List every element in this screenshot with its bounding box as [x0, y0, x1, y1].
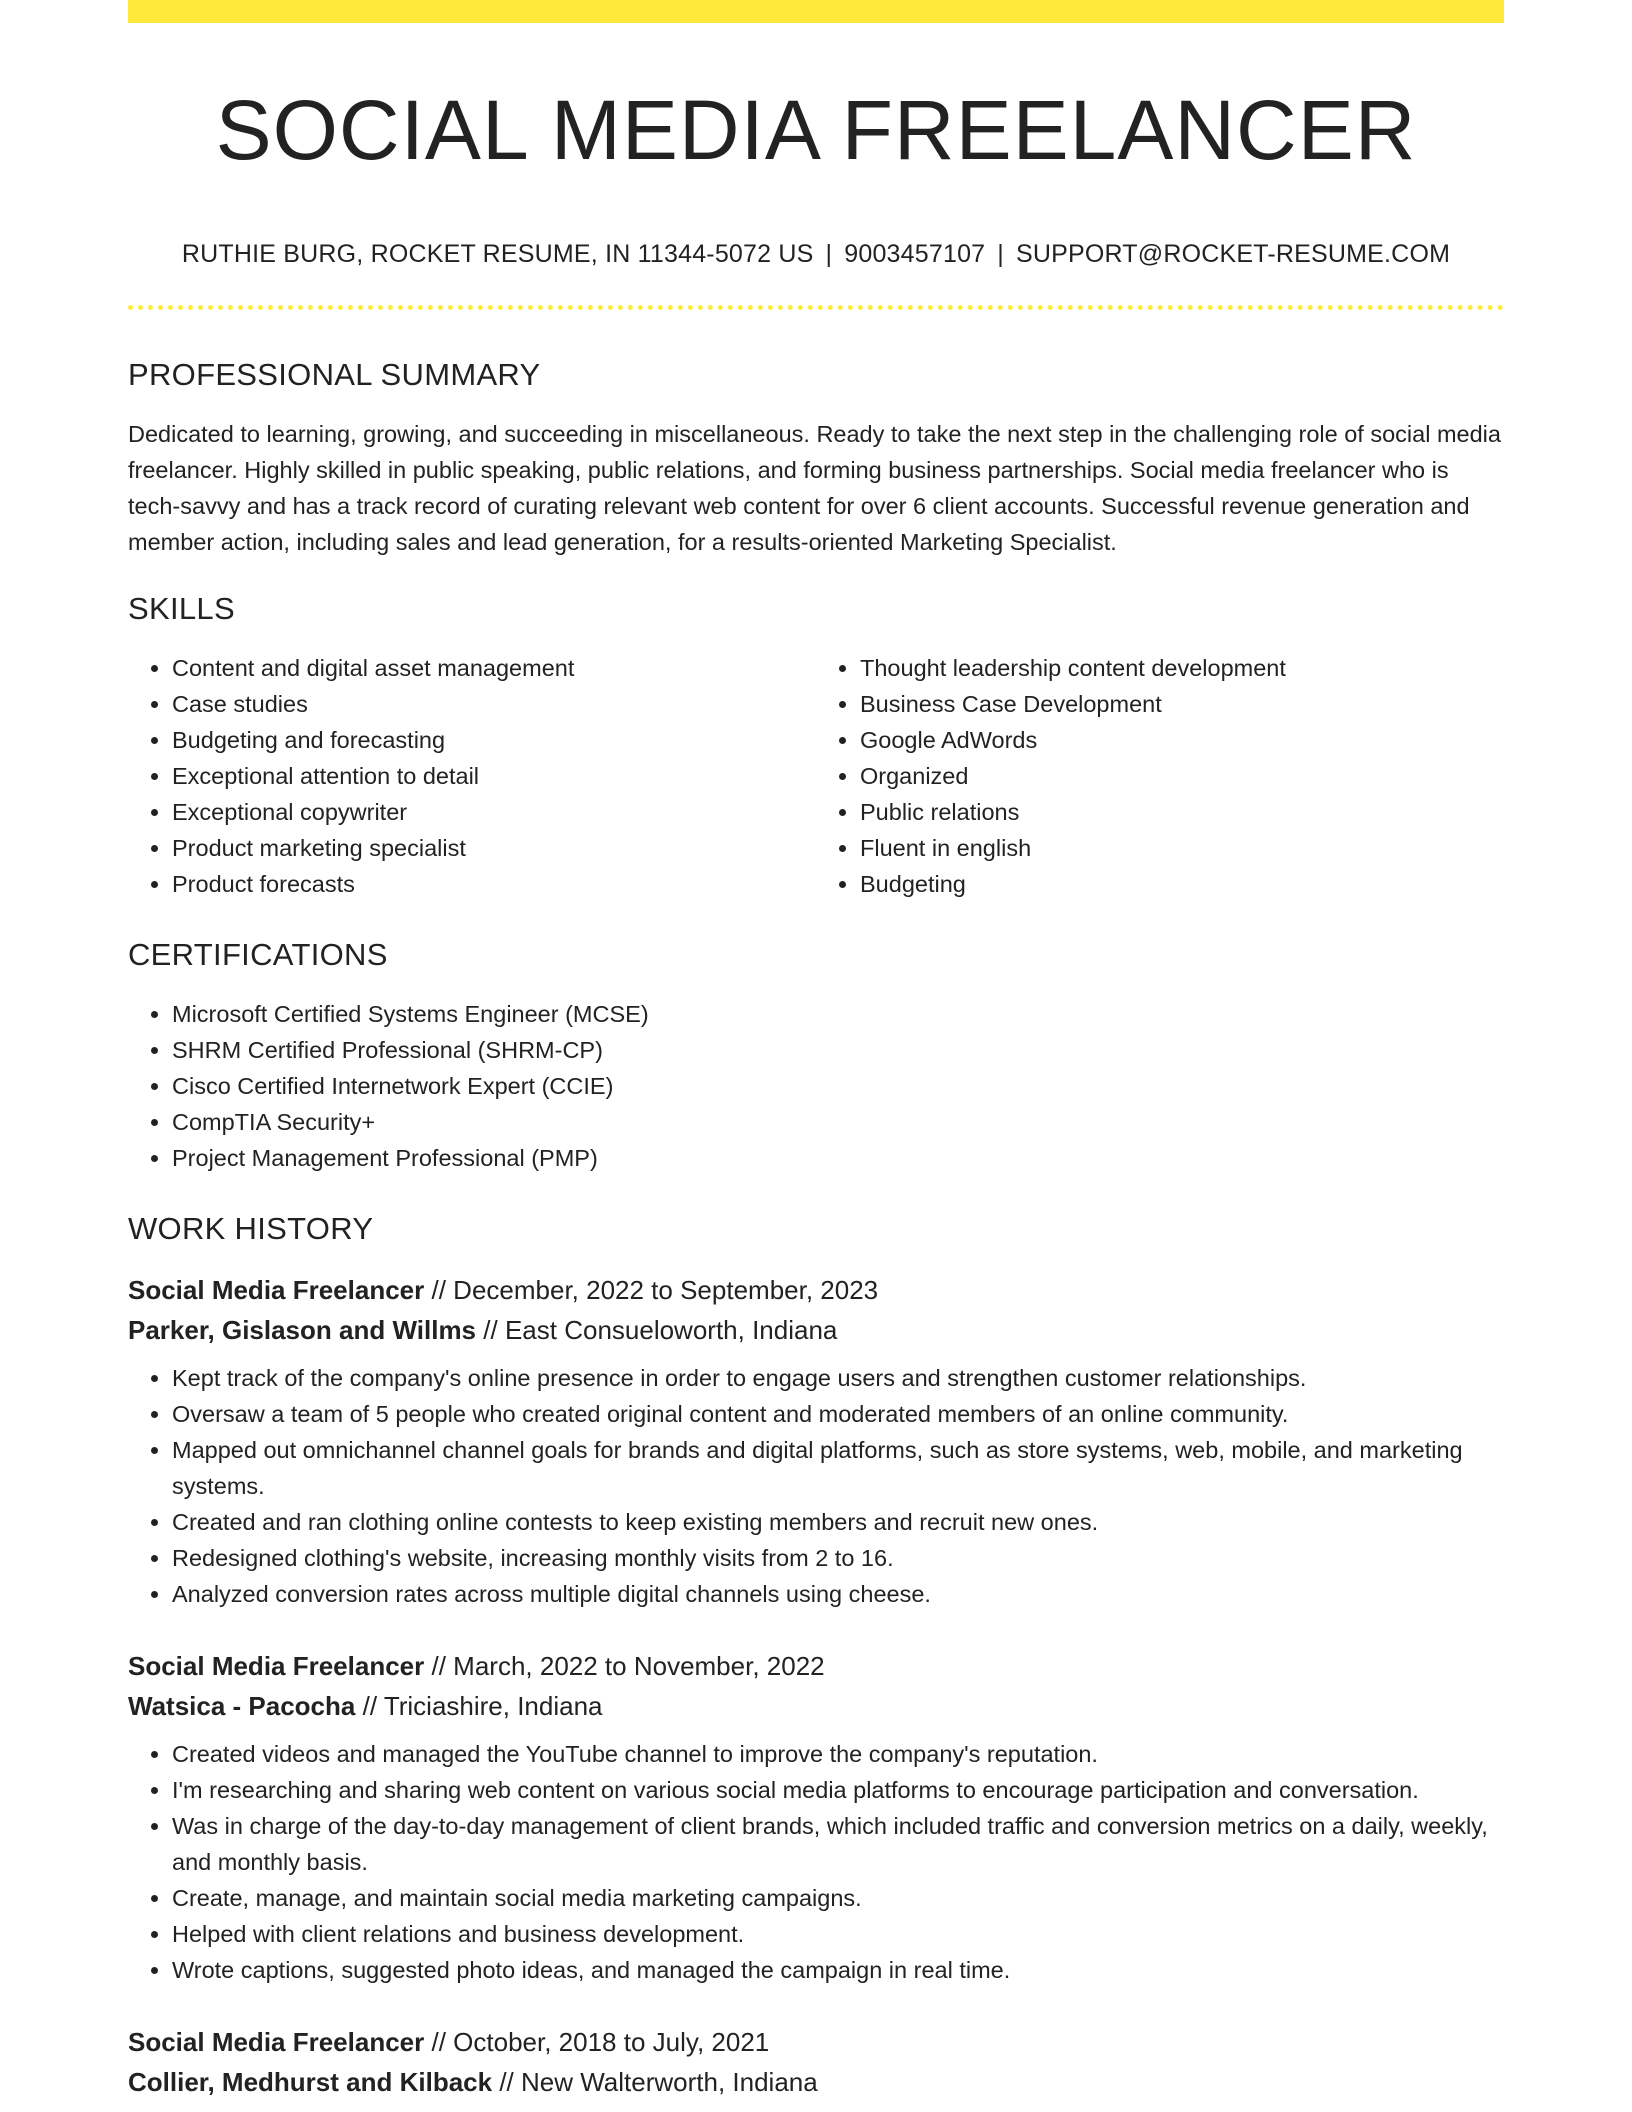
skills-list-left — [128, 650, 816, 902]
job-separator: // — [431, 2027, 446, 2057]
top-accent-bar — [128, 0, 1504, 23]
job-title: Social Media Freelancer — [128, 1651, 425, 1681]
job-company: Collier, Medhurst and Kilback — [128, 2067, 493, 2097]
skill-item: • Case studies — [172, 686, 816, 722]
certification-item: • SHRM Certified Professional (SHRM-CP) — [172, 1032, 1504, 1068]
job-location: Triciashire, Indiana — [383, 1691, 603, 1721]
job-company-line — [128, 1686, 1504, 1726]
job-title: Social Media Freelancer — [128, 2027, 425, 2057]
resume-content — [128, 352, 1504, 2112]
skill-item: • Content and digital asset management — [172, 650, 816, 686]
skill-item: • Business Case Development — [860, 686, 1504, 722]
job-bullet: • Was in charge of the day-to-day management of client brands, which included traffic and conversion metrics on a daily, weekly, and monthly basis. — [172, 1808, 1504, 1880]
skill-item: • Fluent in english — [860, 830, 1504, 866]
skills-columns — [128, 650, 1504, 902]
skill-item: • Budgeting — [860, 866, 1504, 902]
job-company: Parker, Gislason and Willms — [128, 1315, 477, 1345]
job-company-line — [128, 2062, 1504, 2102]
job-bullet: • I'm researching and sharing web content on various social media platforms to encourage participation and conversation. — [172, 1772, 1504, 1808]
job-separator: // — [499, 2067, 514, 2097]
certification-item: • Cisco Certified Internetwork Expert (CCIE) — [172, 1068, 1504, 1104]
job-bullet: • Kept track of the company's online presence in order to engage users and strengthen customer relationships. — [172, 1360, 1504, 1396]
job-company-line — [128, 1310, 1504, 1350]
contact-email: SUPPORT@ROCKET-RESUME.COM — [1015, 240, 1451, 268]
job-bullet: • Helped with client relations and business development. — [172, 1916, 1504, 1952]
job-location: New Walterworth, Indiana — [521, 2067, 818, 2097]
job-entry — [128, 1646, 1504, 1988]
contact-separator: | — [997, 240, 1004, 268]
job-location: East Consueloworth, Indiana — [504, 1315, 838, 1345]
job-title: Social Media Freelancer — [128, 1275, 425, 1305]
job-dates: March, 2022 to November, 2022 — [453, 1651, 825, 1681]
job-entry — [128, 1270, 1504, 1612]
job-bullet: • Oversaw a team of 5 people who created original content and moderated members of an online community. — [172, 1396, 1504, 1432]
section-heading-certifications: CERTIFICATIONS — [128, 937, 388, 972]
contact-phone: 9003457107 — [844, 240, 986, 268]
header-divider — [128, 305, 1504, 310]
work-history-section — [128, 1206, 1504, 2102]
contact-separator: | — [825, 240, 833, 268]
job-bullet: • Created and ran clothing online contests to keep existing members and recruit new ones. — [172, 1504, 1504, 1540]
resume-title: SOCIAL MEDIA FREELANCER — [215, 83, 1417, 177]
skill-item: • Organized — [860, 758, 1504, 794]
job-bullet: • Create, manage, and maintain social media marketing campaigns. — [172, 1880, 1504, 1916]
job-separator: // — [431, 1275, 446, 1305]
job-bullet: • Redesigned clothing's website, increasing monthly visits from 2 to 16. — [172, 1540, 1504, 1576]
job-bullet: • Created videos and managed the YouTube channel to improve the company's reputation. — [172, 1736, 1504, 1772]
job-dates: October, 2018 to July, 2021 — [453, 2027, 770, 2057]
skill-item: • Exceptional attention to detail — [172, 758, 816, 794]
skill-item: • Budgeting and forecasting — [172, 722, 816, 758]
skill-item: • Product forecasts — [172, 866, 816, 902]
section-heading-work-history: WORK HISTORY — [128, 1211, 374, 1246]
job-separator: // — [362, 1691, 378, 1721]
certifications-section — [128, 932, 1504, 1176]
job-bullet: • Mapped out omnichannel channel goals for brands and digital platforms, such as store systems, web, mobile, and marketing systems. — [172, 1432, 1504, 1504]
job-entry — [128, 2022, 1504, 2102]
contact-address: RUTHIE BURG, ROCKET RESUME, IN 11344-5072 US — [181, 240, 814, 268]
job-title-line — [128, 2022, 1504, 2062]
job-company: Watsica - Pacocha — [128, 1691, 356, 1721]
skill-item: • Product marketing specialist — [172, 830, 816, 866]
section-heading-summary: PROFESSIONAL SUMMARY — [128, 357, 541, 392]
certification-item: • Project Management Professional (PMP) — [172, 1140, 1504, 1176]
job-bullet: • Analyzed conversion rates across multiple digital channels using cheese. — [172, 1576, 1504, 1612]
job-bullet: • Wrote captions, suggested photo ideas, and managed the campaign in real time. — [172, 1952, 1504, 1988]
skill-item: • Exceptional copywriter — [172, 794, 816, 830]
skills-section — [128, 586, 1504, 902]
job-separator: // — [483, 1315, 498, 1345]
skills-list-right — [816, 650, 1504, 902]
skill-item: • Public relations — [860, 794, 1504, 830]
job-title-line — [128, 1646, 1504, 1686]
job-bullets — [128, 1736, 1504, 1988]
job-bullets — [128, 1360, 1504, 1612]
job-separator: // — [431, 1651, 446, 1681]
certification-item: • Microsoft Certified Systems Engineer (MCSE) — [172, 996, 1504, 1032]
job-dates: December, 2022 to September, 2023 — [453, 1275, 879, 1305]
certification-item: • CompTIA Security+ — [172, 1104, 1504, 1140]
job-title-line — [128, 1270, 1504, 1310]
summary-section — [128, 352, 1504, 560]
certifications-list — [128, 996, 1504, 1176]
contact-line — [128, 236, 1504, 272]
section-heading-skills: SKILLS — [128, 591, 235, 626]
summary-text: Dedicated to learning, growing, and succeeding in miscellaneous. Ready to take the next step in the challenging role of social media freelancer. Highly skilled in public speaking, public relations, and forming business partnerships. Social media freelancer who is tech-savvy and has a track record of curating relevant web content for over 6 client accounts. Successful revenue generation and member action, including sales and lead generation, for a results-oriented Marketing Specialist. — [128, 421, 1501, 555]
skill-item: • Google AdWords — [860, 722, 1504, 758]
skill-item: • Thought leadership content development — [860, 650, 1504, 686]
